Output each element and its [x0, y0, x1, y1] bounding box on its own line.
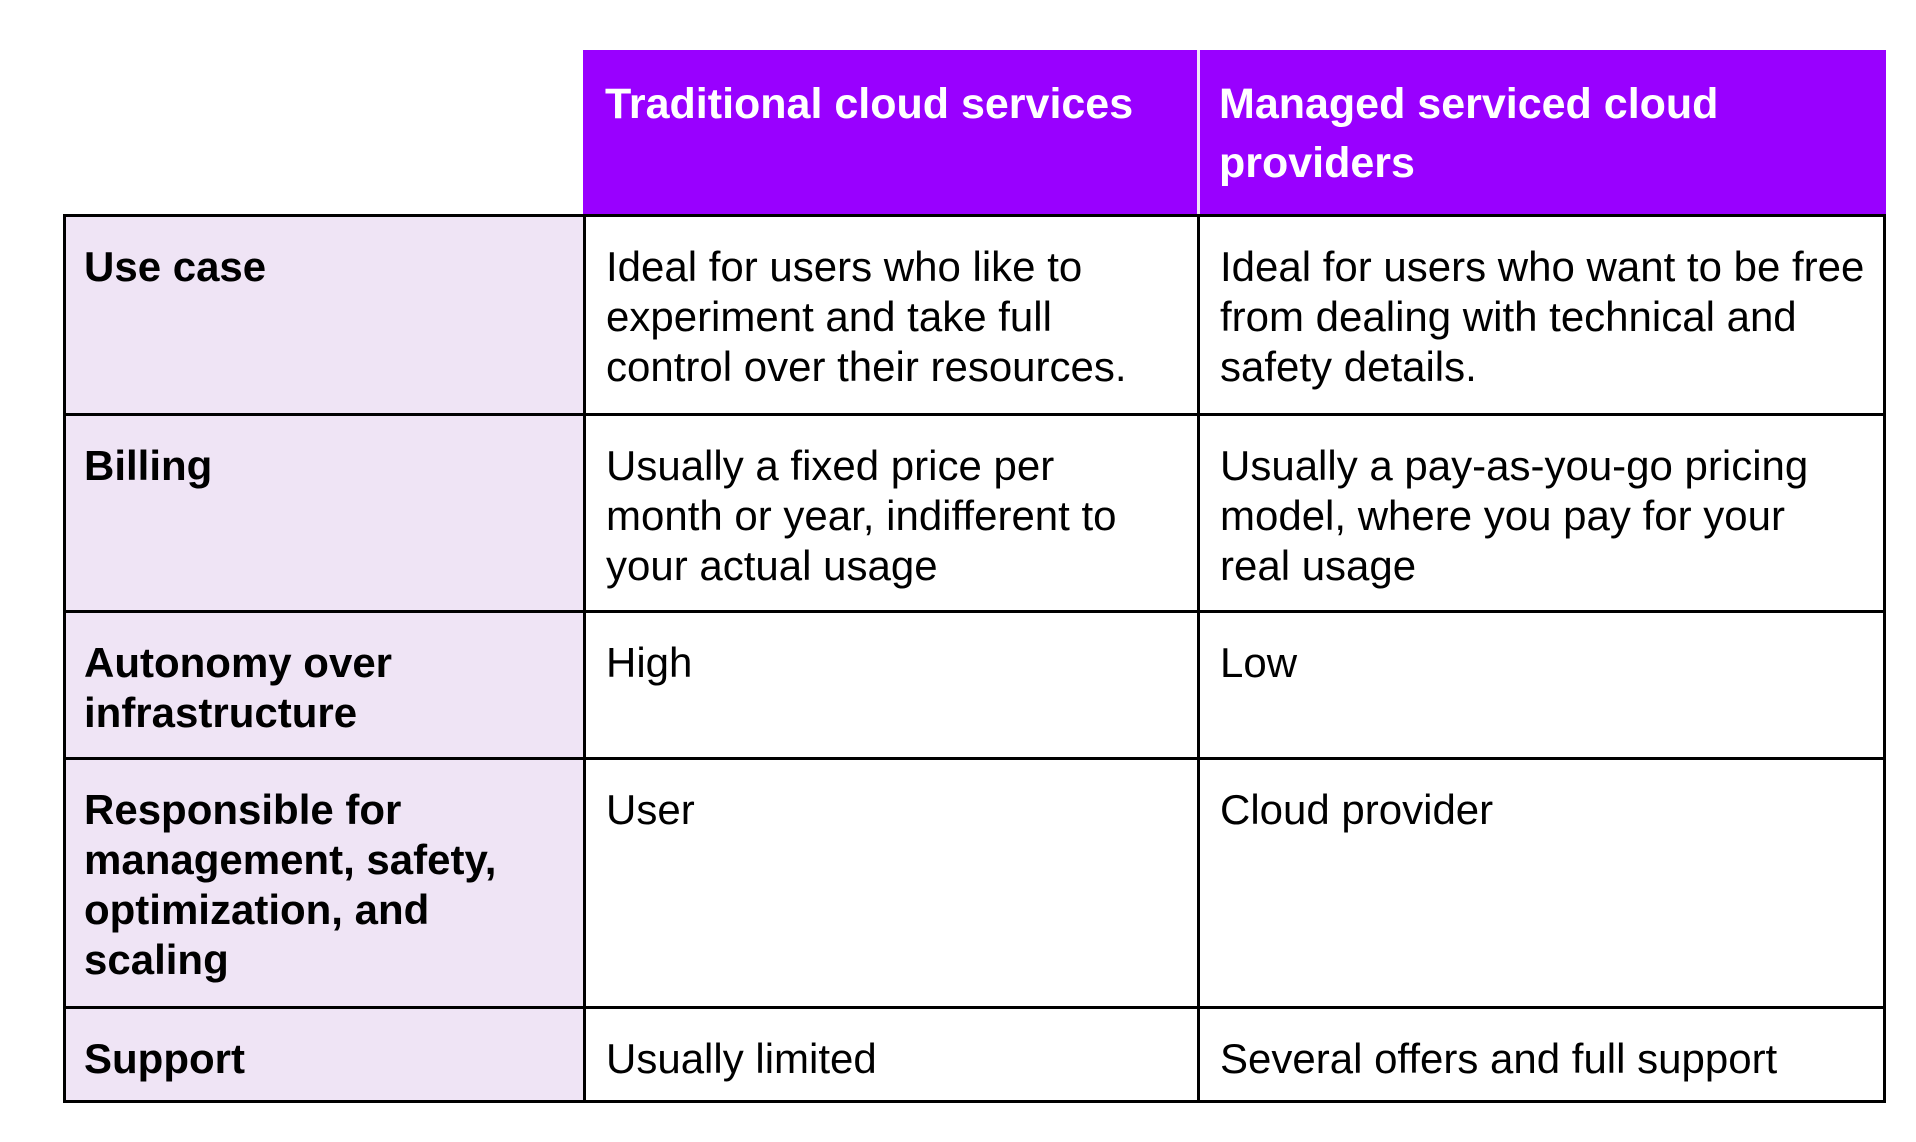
table-header-row: [583, 50, 1886, 214]
table-row-responsibility: [66, 757, 1883, 1006]
traditional-cell: User: [586, 760, 1200, 1006]
header-traditional-cloud-services: Traditional cloud services: [605, 80, 1134, 128]
row-label: Responsible for management, safety, optimization, and scaling: [66, 760, 586, 1006]
traditional-cell: Usually a fixed price per month or year, indifferent to your actual usage: [586, 416, 1200, 610]
row-label: Support: [66, 1009, 586, 1100]
header-managed-cloud-providers: Managed serviced cloud providers: [1219, 80, 1719, 187]
managed-cell: Ideal for users who want to be free from dealing with technical and safety details.: [1220, 243, 1865, 390]
row-label: Autonomy over infrastructure: [66, 613, 586, 757]
table-body: [63, 214, 1886, 1103]
row-label: Use case: [66, 217, 586, 413]
table-row-autonomy: [66, 610, 1883, 757]
managed-cell: Usually a pay-as-you-go pricing model, where you pay for your real usage: [1220, 442, 1809, 589]
row-label: Billing: [66, 416, 586, 610]
traditional-cell: High: [586, 613, 1200, 757]
managed-cell: Low: [1220, 639, 1298, 686]
table-row-support: [66, 1006, 1883, 1100]
managed-cell: Cloud provider: [1220, 786, 1494, 833]
header-divider: [1197, 50, 1200, 214]
traditional-cell: Usually limited: [586, 1009, 1200, 1100]
traditional-cell: Ideal for users who like to experiment and take full control over their resources.: [586, 217, 1200, 413]
managed-cell: Several offers and full support: [1220, 1035, 1778, 1082]
table-row-use-case: [66, 217, 1883, 413]
table-row-billing: [66, 413, 1883, 610]
